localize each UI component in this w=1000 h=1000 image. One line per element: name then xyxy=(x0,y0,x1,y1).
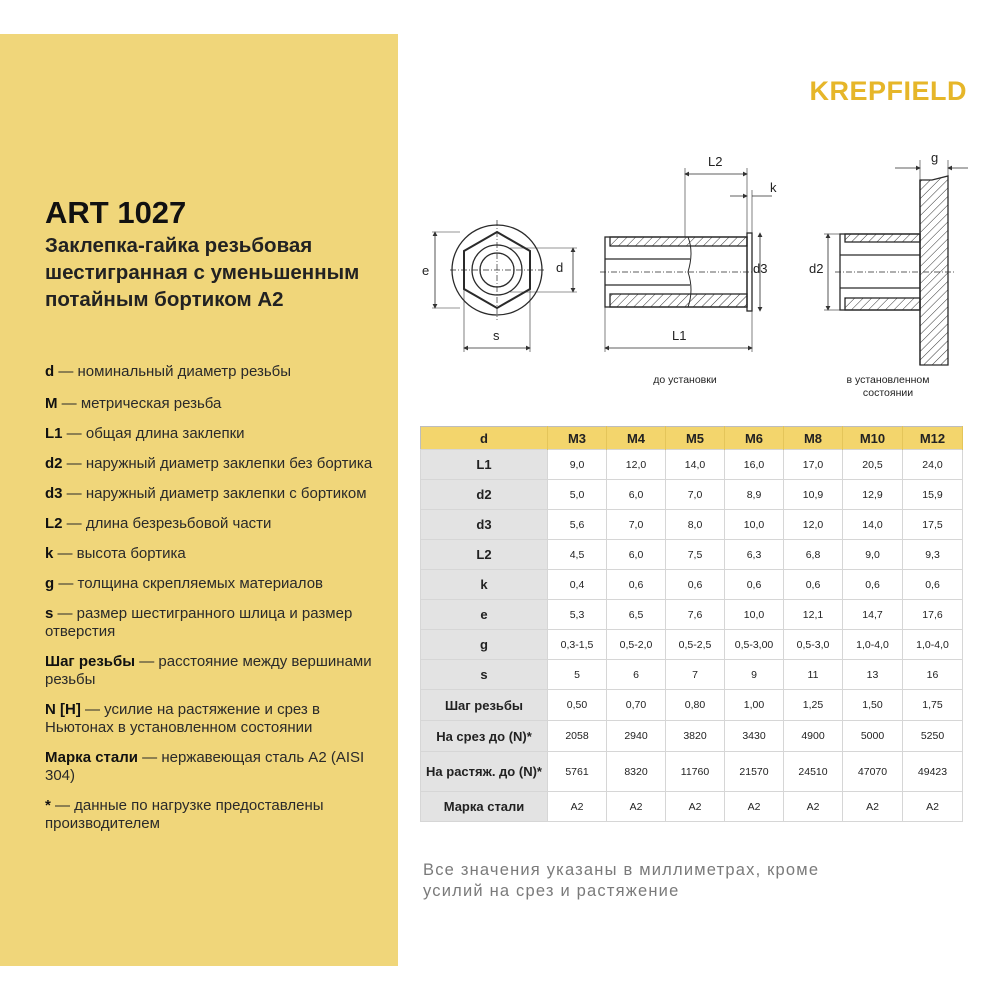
legend-item: g — толщина скрепляемых материалов xyxy=(45,575,323,592)
table-cell: 47070 xyxy=(843,752,903,792)
row-header: L2 xyxy=(421,540,548,570)
side-view-before xyxy=(600,233,756,311)
caption-after-install: в установленном состоянии xyxy=(846,374,930,399)
table-cell: 0,80 xyxy=(666,690,725,721)
table-cell: 8,9 xyxy=(725,480,784,510)
legend-item: d — номинальный диаметр резьбы xyxy=(45,363,292,380)
technical-drawing xyxy=(410,140,990,370)
table-row xyxy=(421,752,963,792)
table-cell: A2 xyxy=(903,792,963,822)
table-cell: 6,8 xyxy=(784,540,843,570)
table-cell: 5761 xyxy=(548,752,607,792)
table-cell: 14,0 xyxy=(843,510,903,540)
table-cell: 0,50 xyxy=(548,690,607,721)
table-cell: 0,6 xyxy=(784,570,843,600)
table-cell: 4,5 xyxy=(548,540,607,570)
table-cell: 9,3 xyxy=(903,540,963,570)
table-cell: 7,0 xyxy=(666,480,725,510)
table-cell: 7,0 xyxy=(607,510,666,540)
column-header: M5 xyxy=(666,427,725,450)
table-row xyxy=(421,792,963,822)
table-row xyxy=(421,450,963,480)
table-cell: 0,6 xyxy=(903,570,963,600)
column-header: d xyxy=(421,427,548,450)
table-cell: 10,0 xyxy=(725,510,784,540)
table-cell: 0,4 xyxy=(548,570,607,600)
table-cell: 6,0 xyxy=(607,480,666,510)
table-cell: 11 xyxy=(784,660,843,690)
table-cell: 0,6 xyxy=(666,570,725,600)
legend-item: Марка стали — нержавеющая сталь А2 (AISI 304) xyxy=(45,749,365,784)
article-number: ART 1027 xyxy=(45,195,187,230)
table-cell: 9,0 xyxy=(548,450,607,480)
table-cell: 24510 xyxy=(784,752,843,792)
table-cell: 0,6 xyxy=(843,570,903,600)
row-header: k xyxy=(421,570,548,600)
table-cell: 0,70 xyxy=(607,690,666,721)
table-cell: 4900 xyxy=(784,721,843,752)
row-header: s xyxy=(421,660,548,690)
table-cell: 2058 xyxy=(548,721,607,752)
table-cell: 9 xyxy=(725,660,784,690)
column-header: M12 xyxy=(903,427,963,450)
row-header: L1 xyxy=(421,450,548,480)
table-cell: 1,75 xyxy=(903,690,963,721)
table-cell: 12,9 xyxy=(843,480,903,510)
table-cell: 7,6 xyxy=(666,600,725,630)
table-cell: 5250 xyxy=(903,721,963,752)
legend-item: N [H] — усилие на растяжение и срез в Ньютонах в установленном состоянии xyxy=(45,701,320,736)
table-cell: 5 xyxy=(548,660,607,690)
column-header: M3 xyxy=(548,427,607,450)
spec-table xyxy=(420,426,963,822)
table-cell: A2 xyxy=(548,792,607,822)
column-header: M8 xyxy=(784,427,843,450)
legend-item: * — данные по нагрузке предоставлены производителем xyxy=(45,797,324,832)
table-cell: 5,0 xyxy=(548,480,607,510)
table-row xyxy=(421,480,963,510)
table-cell: 1,00 xyxy=(725,690,784,721)
table-cell: 16,0 xyxy=(725,450,784,480)
table-cell: 17,0 xyxy=(784,450,843,480)
table-cell: A2 xyxy=(607,792,666,822)
table-cell: 6,3 xyxy=(725,540,784,570)
table-cell: 20,5 xyxy=(843,450,903,480)
table-cell: 3430 xyxy=(725,721,784,752)
table-header-row xyxy=(421,427,963,450)
table-cell: 6,0 xyxy=(607,540,666,570)
table-cell: 0,5-3,00 xyxy=(725,630,784,660)
legend-item: L1 — общая длина заклепки xyxy=(45,425,245,442)
table-cell: 1,0-4,0 xyxy=(903,630,963,660)
legend-item: M — метрическая резьба xyxy=(45,395,222,412)
table-cell: 7 xyxy=(666,660,725,690)
table-cell: A2 xyxy=(843,792,903,822)
table-cell: 17,6 xyxy=(903,600,963,630)
row-header: Шаг резьбы xyxy=(421,690,548,721)
row-header: На срез до (N)* xyxy=(421,721,548,752)
row-header: e xyxy=(421,600,548,630)
row-header: d3 xyxy=(421,510,548,540)
legend-item: k — высота бортика xyxy=(45,545,186,562)
table-cell: 8320 xyxy=(607,752,666,792)
table-row xyxy=(421,630,963,660)
label-k: k xyxy=(770,180,777,195)
table-cell: 3820 xyxy=(666,721,725,752)
table-cell: 11760 xyxy=(666,752,725,792)
table-cell: 5,3 xyxy=(548,600,607,630)
table-cell: 2940 xyxy=(607,721,666,752)
table-row xyxy=(421,540,963,570)
table-row xyxy=(421,721,963,752)
label-e: e xyxy=(422,263,430,278)
table-cell: 7,5 xyxy=(666,540,725,570)
table-row xyxy=(421,570,963,600)
table-cell: 0,3-1,5 xyxy=(548,630,607,660)
table-cell: 15,9 xyxy=(903,480,963,510)
product-title: Заклепка-гайка резьбовая шестигранная с уменьшенным потайным бортиком А2 xyxy=(45,234,360,311)
table-cell: 21570 xyxy=(725,752,784,792)
side-view-after xyxy=(835,176,955,365)
table-cell: A2 xyxy=(784,792,843,822)
table-cell: A2 xyxy=(666,792,725,822)
table-cell: A2 xyxy=(725,792,784,822)
table-cell: 5000 xyxy=(843,721,903,752)
label-l1: L1 xyxy=(672,328,687,343)
row-header: Марка стали xyxy=(421,792,548,822)
label-d3: d3 xyxy=(753,261,768,276)
table-cell: 17,5 xyxy=(903,510,963,540)
label-d: d xyxy=(556,260,564,275)
table-cell: 10,0 xyxy=(725,600,784,630)
table-cell: 16 xyxy=(903,660,963,690)
legend-item: Шаг резьбы — расстояние между вершинами резьбы xyxy=(45,653,372,688)
brand-logo: KREPFIELD xyxy=(809,76,967,106)
table-cell: 8,0 xyxy=(666,510,725,540)
row-header: На растяж. до (N)* xyxy=(421,752,548,792)
footnote: Все значения указаны в миллиметрах, кроме усилий на срез и растяжение xyxy=(423,861,820,900)
legend-item: d3 — наружный диаметр заклепки с бортиком xyxy=(45,485,367,502)
table-row xyxy=(421,600,963,630)
table-cell: 10,9 xyxy=(784,480,843,510)
table-cell: 12,1 xyxy=(784,600,843,630)
table-row xyxy=(421,690,963,721)
label-l2: L2 xyxy=(708,154,723,169)
table-cell: 6,5 xyxy=(607,600,666,630)
label-g: g xyxy=(931,150,939,165)
table-cell: 0,5-2,5 xyxy=(666,630,725,660)
label-d2: d2 xyxy=(809,261,824,276)
table-row xyxy=(421,510,963,540)
table-cell: 13 xyxy=(843,660,903,690)
table-cell: 14,7 xyxy=(843,600,903,630)
legend-item: d2 — наружный диаметр заклепки без бортика xyxy=(45,455,373,472)
legend-item: L2 — длина безрезьбовой части xyxy=(45,515,272,532)
label-s: s xyxy=(493,328,500,343)
table-cell: 49423 xyxy=(903,752,963,792)
row-header: d2 xyxy=(421,480,548,510)
table-cell: 0,6 xyxy=(725,570,784,600)
legend-item: s — размер шестигранного шлица и размер отверстия xyxy=(45,605,353,640)
column-header: M10 xyxy=(843,427,903,450)
table-cell: 0,6 xyxy=(607,570,666,600)
table-cell: 12,0 xyxy=(784,510,843,540)
caption-before-install: до установки xyxy=(653,374,717,386)
legend-list xyxy=(45,363,390,833)
column-header: M4 xyxy=(607,427,666,450)
column-header: M6 xyxy=(725,427,784,450)
table-row xyxy=(421,660,963,690)
table-cell: 6 xyxy=(607,660,666,690)
table-cell: 5,6 xyxy=(548,510,607,540)
table-cell: 1,50 xyxy=(843,690,903,721)
table-cell: 1,25 xyxy=(784,690,843,721)
table-cell: 14,0 xyxy=(666,450,725,480)
table-cell: 24,0 xyxy=(903,450,963,480)
table-cell: 12,0 xyxy=(607,450,666,480)
row-header: g xyxy=(421,630,548,660)
table-cell: 0,5-2,0 xyxy=(607,630,666,660)
table-cell: 9,0 xyxy=(843,540,903,570)
table-cell: 0,5-3,0 xyxy=(784,630,843,660)
table-cell: 1,0-4,0 xyxy=(843,630,903,660)
